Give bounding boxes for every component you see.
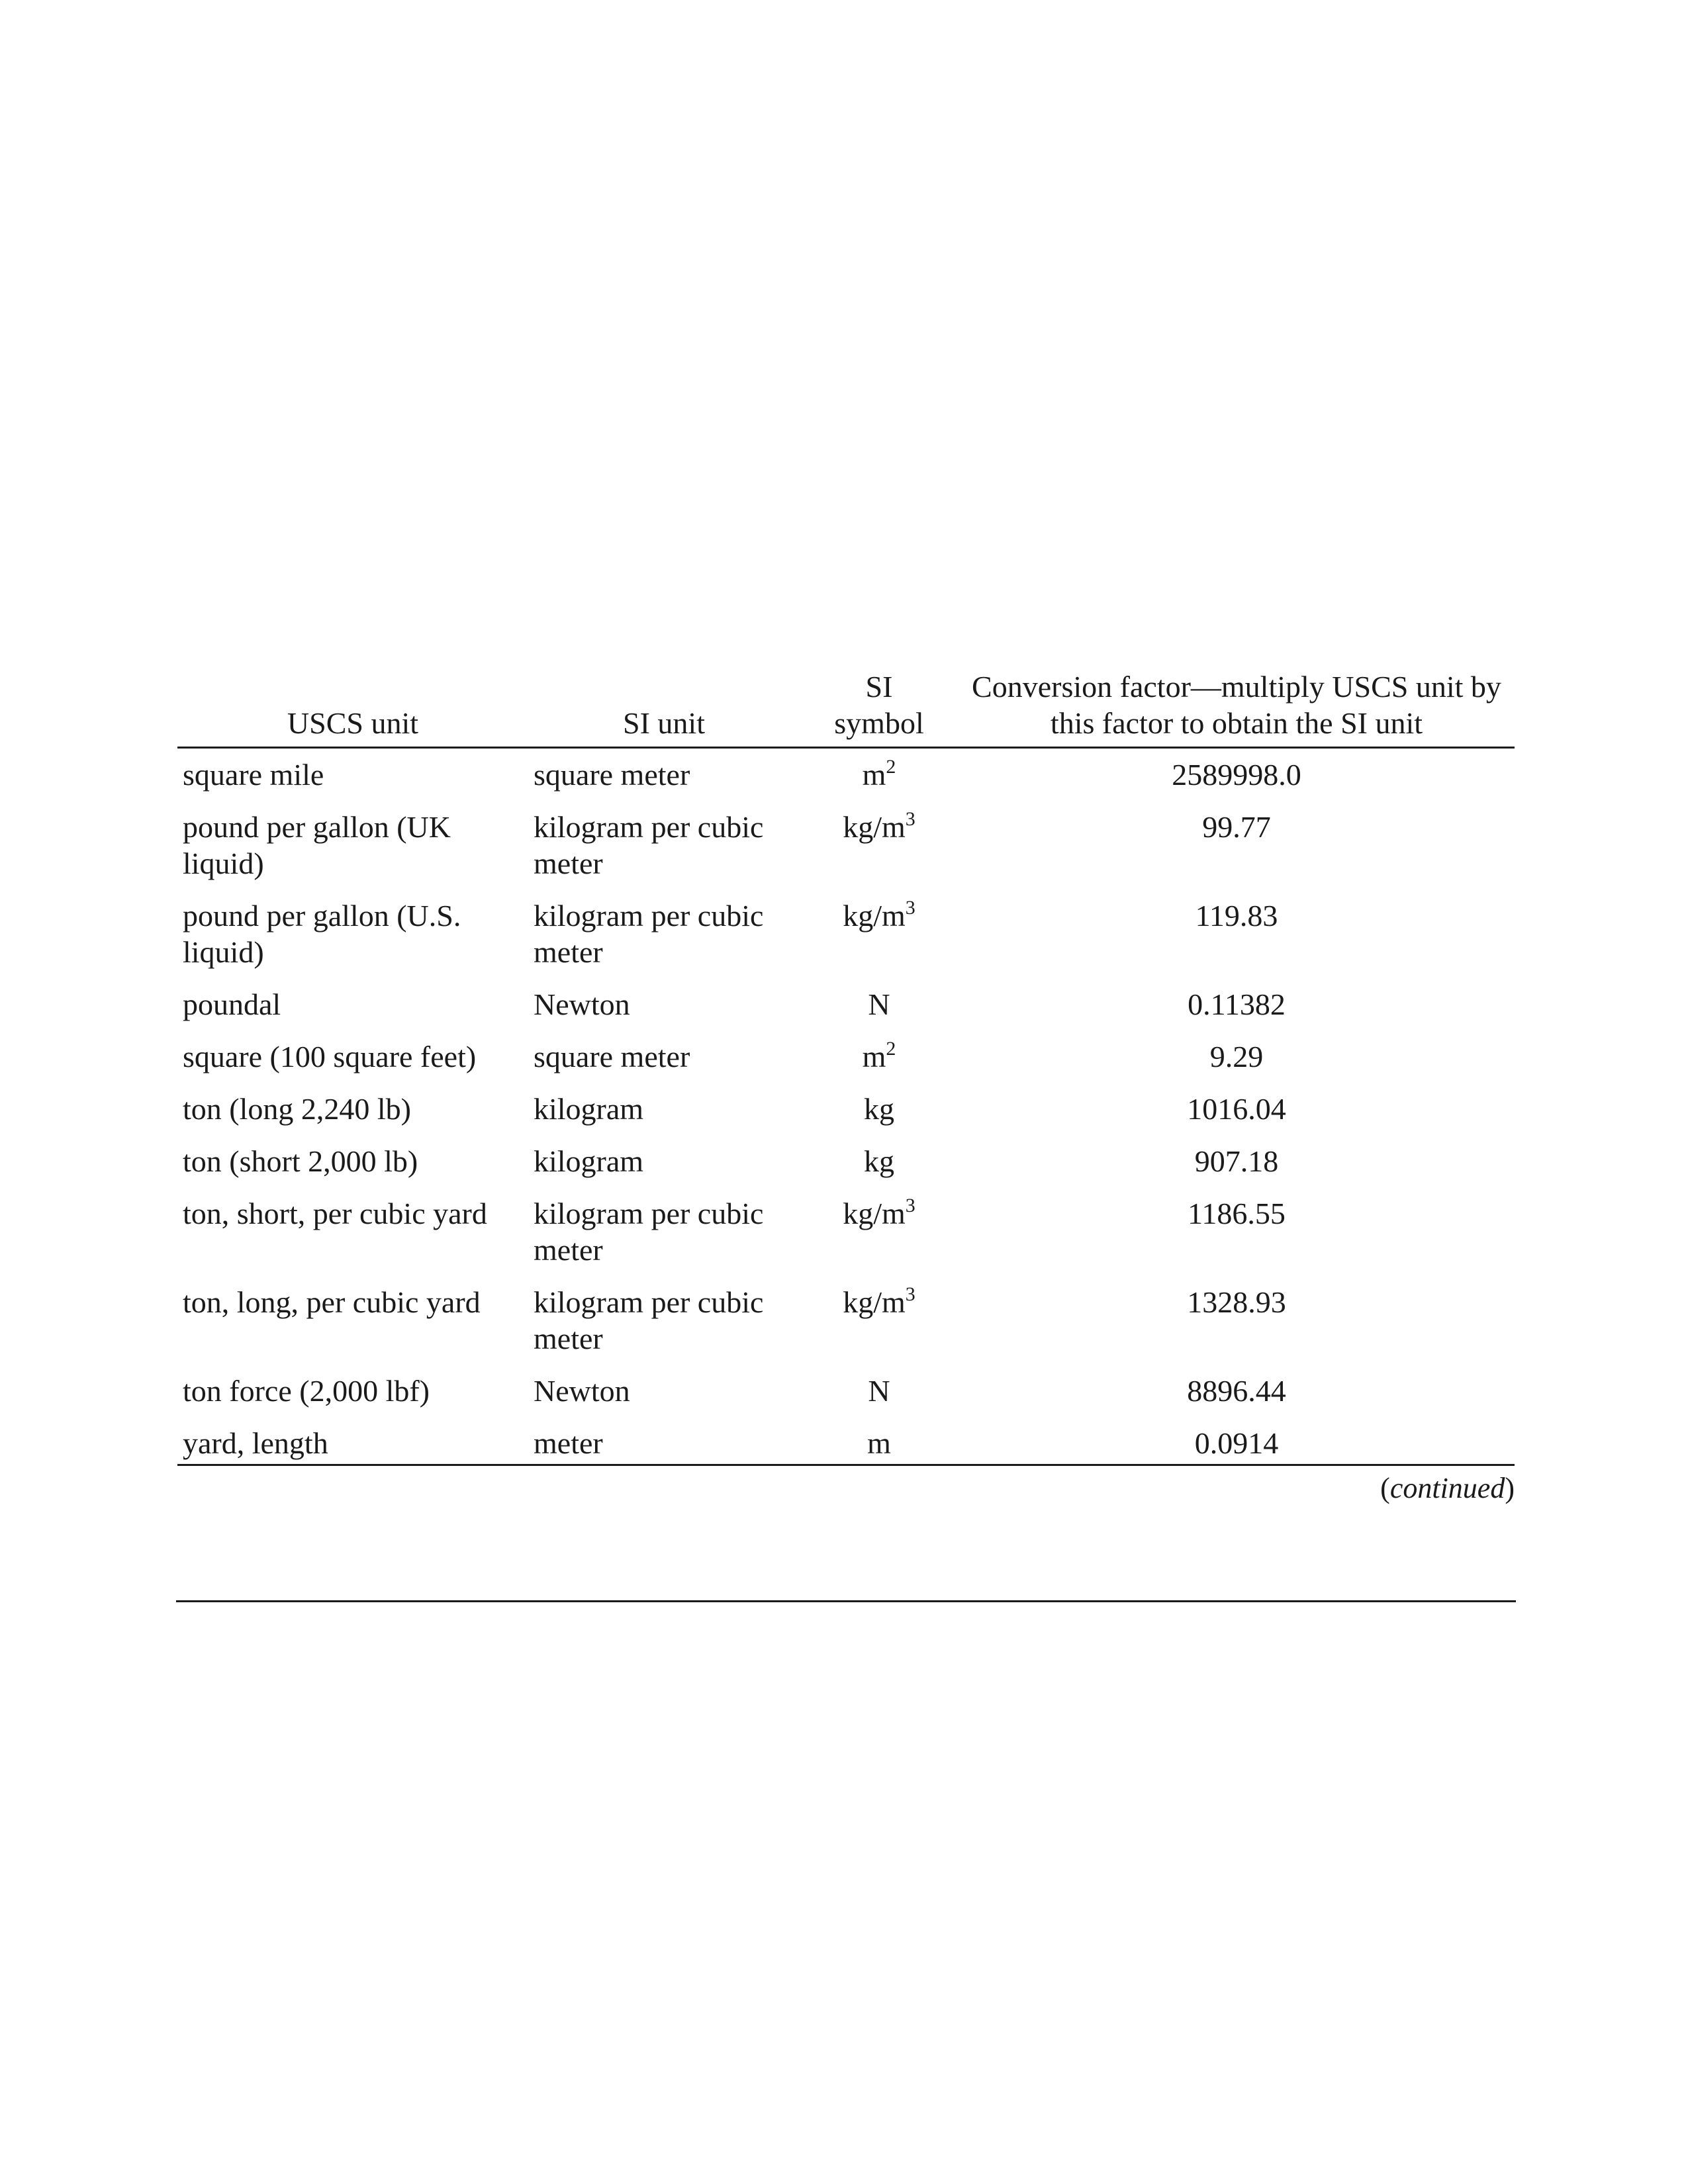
cell-si-unit: Newton — [534, 1374, 630, 1408]
cell-si-unit: kilogram — [534, 1092, 644, 1126]
cell-uscs-unit: ton, short, per cubic yard — [183, 1197, 487, 1230]
conversion-table-container — [177, 668, 1515, 1510]
si-symbol-base: N — [868, 1374, 890, 1408]
continued-note: (continued) — [1380, 1472, 1515, 1504]
cell-si-symbol — [800, 977, 959, 1029]
table-row — [177, 1363, 1515, 1416]
table-row — [177, 1275, 1515, 1363]
table-row — [177, 1081, 1515, 1134]
cell-uscs-unit: ton (short 2,000 lb) — [183, 1144, 418, 1178]
table-row — [177, 799, 1515, 888]
si-symbol-exponent: 3 — [905, 807, 915, 830]
cell-si-symbol — [800, 1363, 959, 1416]
cell-si-symbol — [800, 1029, 959, 1081]
cell-conversion-factor: 1328.93 — [1187, 1285, 1286, 1319]
header-uscs-unit: USCS unit — [177, 668, 528, 748]
si-symbol-exponent: 2 — [886, 755, 896, 778]
cell-conversion-factor: 119.83 — [1195, 899, 1278, 933]
si-symbol-base: m — [862, 758, 886, 792]
cell-si-unit: kilogram per cubic meter — [534, 899, 764, 969]
table-row — [177, 888, 1515, 977]
cell-si-unit: Newton — [534, 987, 630, 1021]
table-row — [177, 748, 1515, 800]
cell-conversion-factor: 99.77 — [1202, 810, 1271, 844]
table-header-row — [177, 668, 1515, 748]
cell-si-unit: kilogram — [534, 1144, 644, 1178]
cell-si-unit: meter — [528, 1416, 800, 1465]
cell-conversion-factor: 0.0914 — [959, 1416, 1515, 1465]
si-symbol-base: kg/m — [843, 1285, 906, 1319]
page-footer-rule — [176, 1600, 1516, 1602]
table-row — [177, 1134, 1515, 1186]
cell-conversion-factor: 9.29 — [1209, 1040, 1264, 1073]
cell-si-symbol — [800, 1275, 959, 1363]
si-symbol-base: kg/m — [843, 810, 906, 844]
si-symbol-exponent: 3 — [905, 1194, 915, 1216]
table-row — [177, 1029, 1515, 1081]
cell-uscs-unit: square mile — [183, 758, 324, 792]
cell-si-symbol — [800, 1416, 959, 1465]
si-symbol-base: kg — [864, 1092, 894, 1126]
table-body — [177, 748, 1515, 1465]
cell-uscs-unit: pound per gallon (U.S. liquid) — [183, 899, 461, 969]
cell-uscs-unit: pound per gallon (UK liquid) — [183, 810, 451, 880]
si-symbol-exponent: 3 — [905, 1283, 915, 1305]
cell-si-symbol — [800, 1134, 959, 1186]
header-factor-line1: Conversion factor—multiply USCS unit by — [972, 670, 1501, 704]
si-symbol-base: kg — [864, 1144, 894, 1178]
cell-uscs-unit: yard, length — [177, 1416, 528, 1465]
si-symbol-base: kg/m — [843, 899, 906, 933]
cell-uscs-unit: square (100 square feet) — [183, 1040, 477, 1073]
header-si-unit: SI unit — [528, 668, 800, 748]
cell-conversion-factor: 0.11382 — [1188, 987, 1286, 1021]
cell-si-unit: kilogram per cubic meter — [534, 1197, 764, 1267]
table-row — [177, 1416, 1515, 1465]
conversion-table — [177, 668, 1515, 1466]
header-si-symbol-line2: symbol — [834, 706, 924, 740]
si-symbol-base: N — [868, 987, 890, 1021]
cell-si-unit: square meter — [534, 1040, 690, 1073]
si-symbol-exponent: 2 — [886, 1037, 896, 1060]
si-symbol-base: m — [867, 1426, 891, 1460]
cell-si-symbol — [800, 888, 959, 977]
cell-uscs-unit: poundal — [183, 987, 281, 1021]
table-row — [177, 977, 1515, 1029]
header-factor-line2: this factor to obtain the SI unit — [1050, 706, 1423, 740]
cell-si-unit: square meter — [534, 758, 690, 792]
cell-conversion-factor: 907.18 — [1194, 1144, 1279, 1178]
cell-conversion-factor: 2589998.0 — [1172, 758, 1301, 792]
header-si-symbol-line1: SI — [865, 670, 893, 704]
cell-si-symbol — [800, 1081, 959, 1134]
cell-conversion-factor: 8896.44 — [1187, 1374, 1286, 1408]
cell-conversion-factor: 1186.55 — [1188, 1197, 1286, 1230]
table-row — [177, 1186, 1515, 1275]
cell-si-unit: kilogram per cubic meter — [534, 1285, 764, 1355]
si-symbol-base: m — [862, 1040, 886, 1073]
cell-uscs-unit: ton, long, per cubic yard — [183, 1285, 481, 1319]
header-conversion-factor — [959, 668, 1515, 748]
cell-si-symbol — [800, 799, 959, 888]
cell-si-symbol — [800, 1186, 959, 1275]
header-si-symbol — [800, 668, 959, 748]
continued-note-wrap — [177, 1470, 1515, 1510]
continued-word: continued — [1389, 1472, 1505, 1504]
cell-si-unit: kilogram per cubic meter — [534, 810, 764, 880]
cell-conversion-factor: 1016.04 — [1187, 1092, 1286, 1126]
si-symbol-exponent: 3 — [905, 896, 915, 919]
si-symbol-base: kg/m — [843, 1197, 906, 1230]
cell-uscs-unit: ton (long 2,240 lb) — [183, 1092, 411, 1126]
cell-si-symbol — [800, 748, 959, 800]
cell-uscs-unit: ton force (2,000 lbf) — [183, 1374, 430, 1408]
